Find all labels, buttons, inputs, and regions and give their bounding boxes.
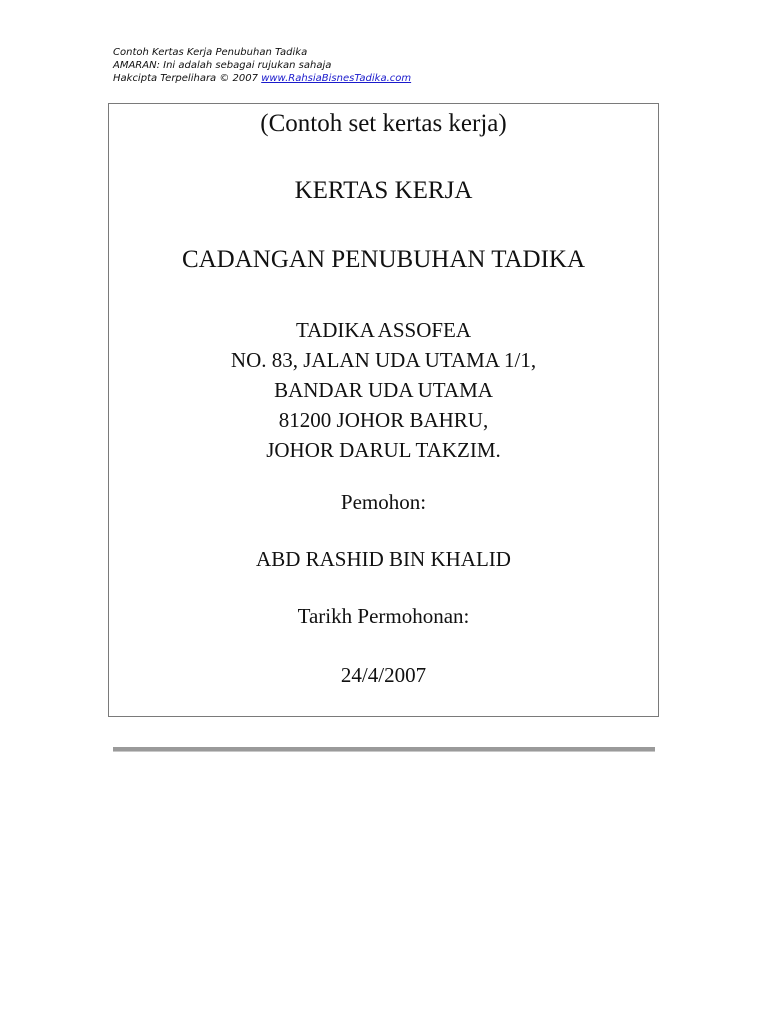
cover-subtitle: (Contoh set kertas kerja) (260, 110, 507, 137)
address-line-city: 81200 JOHOR BAHRU, (278, 408, 489, 432)
header-line-copyright (113, 72, 411, 85)
applicant-name: ABD RASHID BIN KHALID (256, 547, 511, 571)
address-line-street: NO. 83, JALAN UDA UTAMA 1/1, (230, 348, 537, 372)
header-line-warning: AMARAN: Ini adalah sebagai rujukan sahaja (113, 60, 332, 71)
application-date-value: 24/4/2007 (340, 663, 427, 687)
address-line-name: TADIKA ASSOFEA (295, 318, 472, 342)
cover-title: KERTAS KERJA (294, 177, 473, 204)
cover-proposal-title: CADANGAN PENUBUHAN TADIKA (181, 246, 586, 273)
cover-box (108, 103, 659, 717)
address-line-state: JOHOR DARUL TAKZIM. (266, 438, 501, 462)
copyright-text: Hakcipta Terpelihara © 2007 (113, 73, 262, 84)
application-date-label: Tarikh Permohonan: (297, 604, 470, 628)
header-line-title: Contoh Kertas Kerja Penubuhan Tadika (113, 47, 308, 58)
address-line-area: BANDAR UDA UTAMA (274, 378, 493, 402)
applicant-label: Pemohon: (340, 490, 427, 514)
header-notes (113, 46, 411, 85)
website-link[interactable]: www.RahsiaBisnesTadika.com (261, 73, 412, 84)
page-divider (113, 747, 655, 752)
address-block (109, 315, 658, 465)
